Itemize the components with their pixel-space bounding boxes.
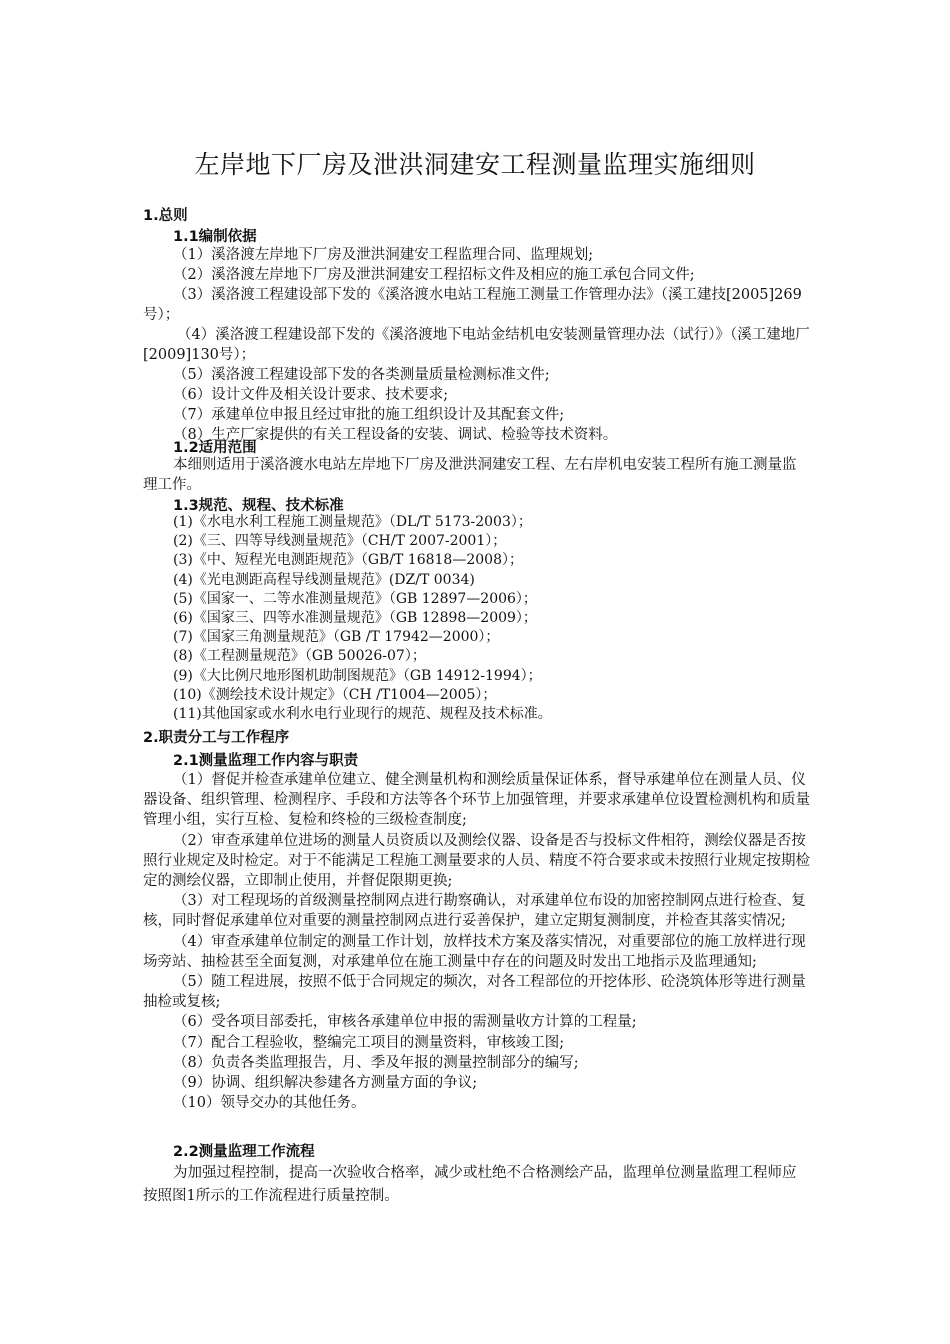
section-1-1-list	[143, 245, 810, 445]
section-1-2-heading: 1.2适用范围	[173, 440, 257, 456]
list-item: （5）随工程进展，按照不低于合同规定的频次，对各工程部位的开挖体形、砼浇筑体形等进行测量抽检或复核;	[143, 974, 806, 1011]
section-2-1-list	[143, 770, 810, 1113]
list-item: （6）设计文件及相关设计要求、技术要求;	[173, 387, 449, 403]
list-item: (11)其他国家或水利水电行业现行的规范、规程及技术标准。	[173, 706, 552, 723]
list-item: (8)《工程测量规范》（GB 50026-07）；	[173, 648, 426, 665]
list-item: （8）生产厂家提供的有关工程设备的安装、调试、检验等技术资料。	[173, 427, 618, 443]
paragraph: 本细则适用于溪洛渡水电站左岸地下厂房及泄洪洞建安工程、左右岸机电安装工程所有施工测量监理工作。	[143, 457, 797, 493]
list-item: （4）审查承建单位制定的测量工作计划，放样技术方案及落实情况，对重要部位的施工放样进行现场旁站、抽检甚至全面复测，对承建单位在施工测量中存在的问题及时发出工地指示及监理通知;	[143, 933, 806, 970]
list-item: (3)《中、短程光电测距规范》（GB/T 16818—2008）；	[173, 552, 523, 569]
section-1-2-body	[143, 455, 810, 495]
section-2-2-heading: 2.2测量监理工作流程	[173, 1144, 315, 1160]
document-title: 左岸地下厂房及泄洪洞建安工程测量监理实施细则	[194, 150, 756, 179]
list-item: (6)《国家三、四等水准测量规范》（GB 12898—2009）；	[173, 610, 537, 627]
list-item: （7）承建单位申报且经过审批的施工组织设计及其配套文件;	[173, 407, 565, 423]
list-item: （8）负责各类监理报告，月、季及年报的测量控制部分的编写;	[173, 1054, 579, 1071]
list-item: （5）溪洛渡工程建设部下发的各类测量质量检测标准文件;	[173, 367, 550, 383]
section-1-3-list	[143, 513, 810, 724]
list-item: （3）对工程现场的首级测量控制网点进行勘察确认，对承建单位布设的加密控制网点进行检查、复核，同时督促承建单位对重要的测量控制网点进行妥善保护，建立定期复测制度，并检查其落实情况;	[143, 893, 806, 930]
list-item: （6）受各项目部委托，审核各承建单位申报的需测量收方计算的工程量;	[173, 1014, 637, 1031]
list-item: （1）督促并检查承建单位建立、健全测量机构和测绘质量保证体系，督导承建单位在测量人员、仪器设备、组织管理、检测程序、手段和方法等各个环节上加强管理，并要求承建单位设置检测机构和质量管理小组，实行互检、复检和终检的三级检查制度;	[143, 772, 810, 829]
list-item: （3）溪洛渡工程建设部下发的《溪洛渡水电站工程施工测量工作管理办法》（溪工建技[2005]269号）；	[143, 287, 802, 323]
list-item: (10)《测绘技术设计规定》（CH /T1004—2005）；	[173, 686, 497, 703]
list-item: (1)《水电水利工程施工测量规范》（DL/T 5173-2003）；	[173, 514, 532, 530]
list-item: (9)《大比例尺地形图机助制图规范》（GB 14912-1994）；	[173, 667, 542, 684]
list-item: (4)《光电测距高程导线测量规范》(DZ/T 0034)	[173, 571, 475, 588]
list-item: (5)《国家一、二等水准测量规范》（GB 12897—2006）；	[173, 590, 537, 607]
section-1-heading: 1.总则	[143, 208, 188, 224]
section-2-2-body	[143, 1162, 810, 1208]
section-2-1-heading: 2.1测量监理工作内容与职责	[173, 753, 359, 769]
list-item: (7)《国家三角测量规范》（GB /T 17942—2000）；	[173, 629, 500, 646]
list-item: （9）协调、组织解决参建各方测量方面的争议;	[173, 1075, 478, 1092]
list-item: （4）溪洛渡工程建设部下发的《溪洛渡地下电站金结机电安装测量管理办法（试行）》（溪工建地厂[2009]130号）；	[143, 327, 810, 363]
paragraph: 为加强过程控制，提高一次验收合格率，减少或杜绝不合格测绘产品，监理单位测量监理工程师应按照图1所示的工作流程进行质量控制。	[143, 1165, 797, 1204]
list-item: （2）溪洛渡左岸地下厂房及泄洪洞建安工程招标文件及相应的施工承包合同文件;	[173, 267, 695, 283]
list-item: （1）溪洛渡左岸地下厂房及泄洪洞建安工程监理合同、监理规划;	[173, 247, 594, 263]
list-item: （10）领导交办的其他任务。	[173, 1095, 366, 1112]
list-item: （2）审查承建单位进场的测量人员资质以及测绘仪器、设备是否与投标文件相符，测绘仪器是否按照行业规定及时检定。对于不能满足工程施工测量要求的人员、精度不符合要求或未按照行业规定按期检定的测绘仪器，立即制止使用，并督促限期更换;	[143, 832, 810, 890]
section-2-heading: 2.职责分工与工作程序	[143, 730, 290, 746]
list-item: （7）配合工程验收，整编完工项目的测量资料，审核竣工图;	[173, 1034, 565, 1051]
section-1-1-heading: 1.1编制依据	[173, 229, 257, 245]
list-item: (2)《三、四等导线测量规范》（CH/T 2007-2001）；	[173, 533, 507, 550]
section-1-3-heading: 1.3规范、规程、技术标准	[173, 498, 344, 514]
